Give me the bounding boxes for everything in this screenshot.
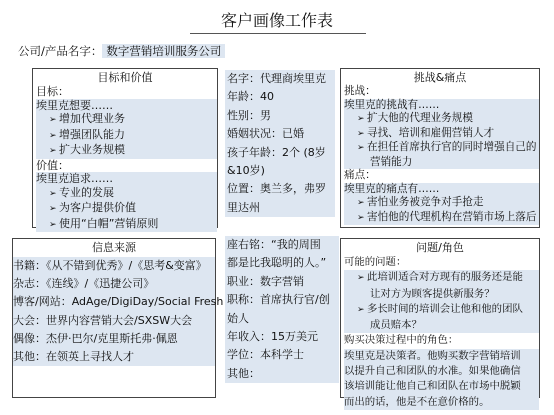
arrow-bullet-icon: ➢ [49,130,57,141]
role-line: 而出的话，他是不在意价格的。 [344,395,539,410]
info-sources-box [12,238,224,398]
challenges-lead: 埃里克的挑战有…… [344,99,539,113]
info-conferences: 大会：世界内容营销大会/SXSW大会 [13,312,215,330]
company-row [18,42,225,60]
question-item-cont: 让对方为顾客提供新服务？ [344,287,539,302]
challenges-pains-box [340,68,540,228]
title-underline [190,33,366,34]
arrow-bullet-icon: ➢ [49,204,57,214]
arrow-bullet-icon: ➢ [357,212,365,223]
info-blogs: 博客/网站：AdAge/DigiDay/Social Fresh [13,293,215,311]
goal-item: ➢ 扩大业务规模 [36,143,217,159]
arrow-bullet-icon: ➢ [49,115,57,125]
persona-marital: 婚姻状况：已婚 [225,125,335,143]
persona-job-title: 职称：首席执行官/创 [225,291,339,309]
worksheet-title: 客户画像工作表 [220,11,333,30]
persona-occupation: 职业：数字营销 [225,273,339,291]
arrow-bullet-icon: ➢ [357,114,365,124]
persona-motto-cont: 都是比我聪明的人。” [225,254,339,272]
persona-job-title-cont: 始人 [225,310,339,328]
goal-item: ➢ 增加代理业务 [36,112,217,128]
role-line: 以提升自己和团队的水准。如果他确信 [344,364,539,379]
values-label: 价值： [36,158,69,172]
challenge-item: ➢ 扩大他的代理业务规模 [344,112,539,127]
pain-item: ➢ 害怕业务被竞争对手抢走 [344,196,539,211]
goals-lead: 埃里克想要…… [36,99,217,113]
challenge-item: ➢ 在担任首席执行官的同时增强自己的 [344,141,539,156]
arrow-bullet-icon: ➢ [357,198,365,208]
persona-gender: 性别：男 [225,107,335,125]
arrow-bullet-icon: ➢ [49,219,57,230]
question-item: ➢ 多长时间的培训会让他和他的团队 [344,302,539,318]
value-item: ➢ 使用“白帽”营销原则 [36,217,217,233]
goals-values-title: 目标和价值 [97,71,153,84]
question-item: ➢ 此培训适合对方现有的服务还是能 [344,270,539,286]
challenge-item: ➢ 寻找、培训和雇佣营销人才 [344,127,539,142]
arrow-bullet-icon: ➢ [49,146,57,156]
challenge-item-cont: 营销能力 [344,156,539,170]
persona-income: 年收入：15万美元 [225,328,339,346]
questions-role-title: 问题/角色 [416,241,464,254]
info-magazines: 杂志：《连线》/《迅捷公司》 [13,275,215,293]
value-item: ➢ 为客户提供价值 [36,201,217,217]
persona-age: 年龄：40 [225,88,335,106]
persona-children-cont: &10岁) [225,162,335,180]
info-idols: 偶像：杰伊·巴尔/克里斯托弗·佩恩 [13,330,215,348]
info-books: 书籍：《从不错到优秀》/《思考&变富》 [13,257,215,275]
role-line: 该培训能让他自己和团队在市场中脱颖 [344,379,539,394]
persona-degree: 学位：本科学士 [225,346,339,364]
goals-label: 目标： [36,85,69,98]
persona-motto: 座右铭：“我的周围 [225,236,339,254]
challenges-pains-title: 挑战&痛点 [413,71,467,84]
arrow-bullet-icon: ➢ [357,128,365,139]
persona-other: 其他： [225,365,339,383]
challenges-label: 挑战： [344,85,376,97]
info-other: 其他：在领英上寻找人才 [13,348,215,366]
arrow-bullet-icon: ➢ [49,188,57,199]
pains-label: 痛点： [344,169,376,181]
persona-location-cont: 里达州 [225,199,335,217]
role-label: 购买决策过程中的角色： [344,334,459,347]
company-value: 数字营销培训服务公司 [102,44,225,58]
persona-location: 位置：奥兰多，弗罗 [225,180,335,198]
persona-children: 孩子年龄：2个 (8岁 [225,144,335,162]
questions-role-box [340,238,540,408]
values-lead: 埃里克追求…… [36,172,217,186]
info-sources-title: 信息来源 [92,241,136,254]
value-item: ➢ 专业的发展 [36,186,217,202]
questions-label: 可能的问题： [344,256,407,268]
arrow-bullet-icon: ➢ [357,304,365,315]
pains-lead: 埃里克的痛点有…… [344,183,539,197]
goal-item: ➢ 增强团队能力 [36,128,217,144]
pain-item: ➢ 害怕他的代理机构在营销市场上落后 [344,211,539,226]
persona-details [225,70,335,217]
arrow-bullet-icon: ➢ [357,273,365,284]
company-label: 公司/产品名字： [18,44,103,58]
goals-values-box [32,68,218,228]
question-item-cont: 成员赔本？ [344,318,539,333]
persona-name: 名字：代理商埃里克 [225,70,335,88]
persona-career [225,236,339,383]
role-line: 埃里克是决策者。他购买数字营销培训 [344,349,539,364]
arrow-bullet-icon: ➢ [357,143,365,153]
